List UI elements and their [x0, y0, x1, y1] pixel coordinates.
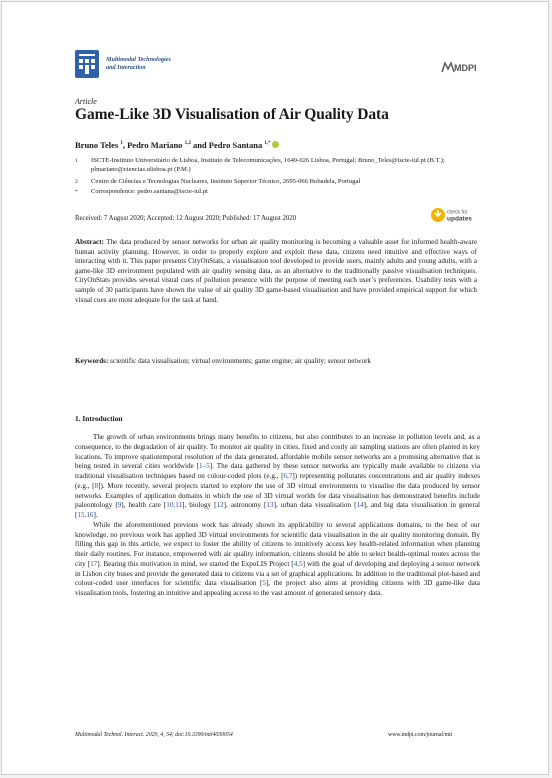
body-text-run: ], health care [: [121, 501, 167, 510]
affiliation-item: [75, 188, 475, 198]
body-text-run: ]. Bearing this motivation in mind, we started the ExpoLIS Project [: [97, 559, 294, 568]
orcid-icon[interactable]: [272, 141, 279, 148]
affiliation-text: Centro de Ciências e Tecnologias Nucleares, Instituto Superior Técnico, 2695-066 Bobadela, Portugal: [91, 178, 361, 185]
citation-link[interactable]: 1–5: [199, 462, 210, 471]
citation-link[interactable]: 5: [262, 579, 266, 588]
author-affiliation-mark: 1: [120, 141, 123, 147]
check-updates-line1: check for: [447, 209, 468, 216]
affiliation-item: [75, 178, 475, 188]
body-text-run: ], urban data visualisation [: [273, 501, 357, 510]
affiliation-item: [75, 157, 475, 174]
journal-name: [106, 56, 246, 72]
paper-page: [1, 1, 549, 775]
abstract-label: Abstract:: [75, 238, 104, 246]
keywords-label: Keywords:: [75, 357, 109, 365]
abstract-text: The data produced by sensor networks for urban air quality monitoring is becoming a valuable asset for informed health-aware human activity planning. However, in order to properly explore and exploit these data, citizens need intuitive and effective ways of interacting with it. This paper presents CityOnStats, a visualisation tool developed to provide users, mainly adults and young adults, with a game-like 3D environment populated with air quality sensing data, as an alternative to the traditionally passive visualisation techniques. CityOnStats provides several visual cues of pollution presence with the purpose of meeting each user’s preferences. Usability tests with a sample of 30 participants have shown the value of air quality 3D game-based visualisation and have provided empirical support for which visual cues are most adequate for the task at hand.: [75, 238, 478, 304]
author-affiliation-mark: 1,2: [184, 141, 191, 147]
author-list: [75, 140, 279, 150]
author-name[interactable]: Pedro Santana: [208, 140, 263, 150]
body-text-run: ]). More recently, several projects started to explore the use of 3D virtual environments to visualise the data produced by sensor networks. Examples of application domains in which the use of 3D virtual worlds for data visualisation has demonstrated benefits include paleontology [: [75, 481, 480, 510]
correspondence-text: Correspondence: pedro.santana@iscte-iul.pt: [91, 188, 208, 195]
affiliation-text: ISCTE-Instituto Universitário de Lisboa, Instituto de Telecomunicações, 1649-026 Lisboa, Portugal; Bruno_Teles@iscte-iul.pt (B.T.); plmariano@ciencias.ulisboa.pt (P.M.): [91, 157, 445, 173]
footer-citation: Multimodal Technol. Interact. 2020, 4, 54; doi:10.3390/mti4030054: [75, 732, 233, 738]
body-text-run: ]. The data gathered by these sensor networks are typically made available to citizens via traditional visualisation techniques based on colour-coded plots (e.g., [: [75, 462, 481, 480]
affiliation-mark: 2: [75, 179, 78, 185]
author-name[interactable]: Bruno Teles: [75, 140, 119, 150]
article-type: Article: [75, 97, 97, 106]
body-text-run: ]) representing pollutants concentrations and air quality indexes (e.g., [: [75, 472, 480, 490]
body-text-run: ], astronomy [: [223, 501, 267, 510]
body-text-run: ], the project also aims at providing citizens with 3D game-like data visualisation tools, fostering an intuitive and appealing access to the vast amount of generated sensory data.: [75, 579, 480, 597]
affiliation-mark: *: [75, 189, 78, 195]
citation-link[interactable]: 8: [94, 481, 99, 490]
citation-link[interactable]: 12: [216, 501, 224, 510]
body-text-run: While the aforementioned previous work has already shown its applicability to several applications domains, to the best of our knowledge, no previous work has applied 3D virtual environments for scientific data visualisation in the air quality monitoring domain. By filling this gap in this article, we expect to foster the ability of citizens to intuitively access key health-related information when planning their daily routines. For instance, empowered with air quality information, citizens should be able to select health-optimal routes across the city [: [75, 520, 480, 568]
body-text-run: The growth of urban environments brings many benefits to citizens, but also contributes to an increase in pollution levels and, as a consequence, to the degradation of air quality. To monitor air quality in cities, fixed and costly air sampling stations are often planted in key locations. To improve spatiotemporal resolution of the data generated, affordable mobile sensor networks are a promising alternative that is being tested in several cities worldwide [: [75, 433, 480, 471]
mdpi-logo-icon: [440, 60, 480, 74]
journal-logo-icon: [75, 50, 99, 78]
body-text-run: ], and big data visualisation in general [: [75, 501, 480, 519]
body-paragraph: [75, 433, 480, 521]
check-for-updates-badge[interactable]: [430, 206, 476, 224]
author-affiliation-mark: 1,*: [264, 141, 271, 147]
affiliation-mark: 1: [75, 158, 78, 164]
keywords-text: scientific data visualisation; virtual environments; game engine; air quality; sensor network: [110, 357, 372, 365]
author-separator: and: [190, 140, 209, 150]
introduction-body: [75, 433, 480, 599]
citation-link[interactable]: 9: [117, 501, 122, 510]
citation-link[interactable]: 4,5: [293, 559, 303, 568]
body-paragraph: [75, 521, 480, 599]
citation-link[interactable]: 13: [266, 501, 274, 510]
citation-link[interactable]: 14: [356, 501, 364, 510]
body-text-run: ].: [93, 511, 98, 519]
keywords: [75, 357, 477, 367]
paper-title: Game-Like 3D Visualisation of Air Quality Data: [75, 106, 389, 123]
citation-link[interactable]: 17: [90, 559, 98, 568]
citation-link[interactable]: 10,11: [166, 501, 183, 510]
body-text-run: ] with the goal of developing and deploying a sensor network in Lisbon city buses and provide the generated data to citizens via a set of graphical applications. In addition to the traditional plot-based and colour-coded user interfaces for scientific data visualisation [: [75, 559, 481, 588]
check-updates-line2: updates: [447, 215, 472, 223]
author-name[interactable]: Pedro Mariano: [127, 140, 183, 150]
footer-url[interactable]: www.mdpi.com/journal/mti: [388, 732, 453, 738]
author-separator: ,: [122, 140, 128, 150]
journal-name-line2: and Interaction: [106, 64, 146, 71]
publication-dates: Received: 7 August 2020; Accepted: 12 August 2020; Published: 17 August 2020: [75, 215, 297, 222]
journal-name-line1: Multimodal Technologies: [106, 56, 171, 63]
mdpi-logo-text: MDPI: [454, 63, 477, 73]
citation-link[interactable]: 6,7: [283, 472, 293, 480]
body-text-run: ], biology [: [182, 501, 217, 510]
abstract: [75, 238, 477, 305]
section-heading: 1. Introduction: [75, 414, 123, 423]
citation-link[interactable]: 15,16: [77, 511, 94, 519]
